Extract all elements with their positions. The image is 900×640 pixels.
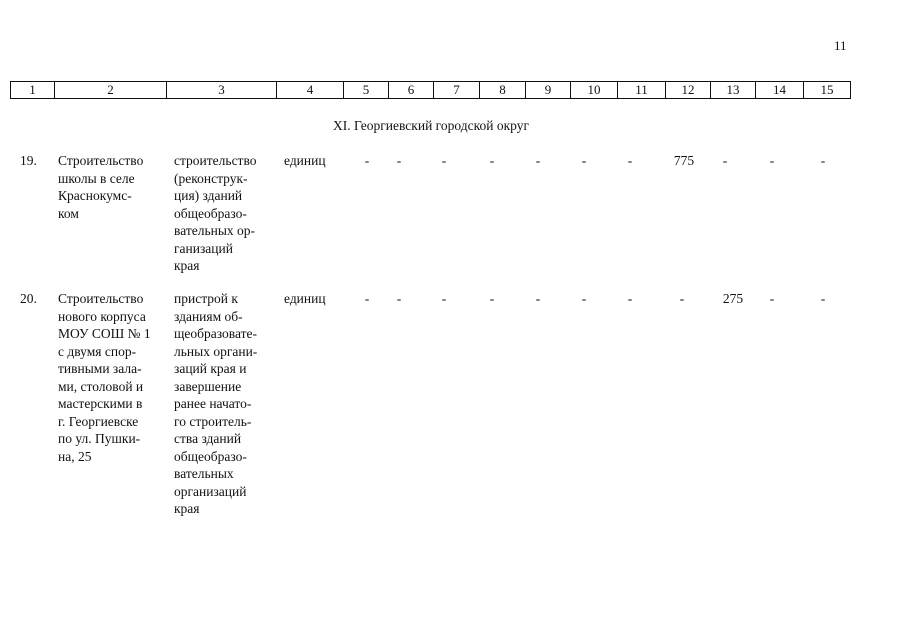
- column-number-10: 10: [571, 82, 618, 99]
- unit-of-measure: единиц: [284, 291, 326, 306]
- value-cell-col12: -: [679, 291, 685, 306]
- row-number: 20.: [20, 291, 37, 306]
- column-number-1: 1: [11, 82, 55, 99]
- column-number-14: 14: [756, 82, 804, 99]
- value-cell-col8: -: [489, 291, 495, 306]
- column-number-5: 5: [344, 82, 389, 99]
- value-cell-col13: 275: [722, 291, 744, 306]
- page-number: 11: [834, 38, 847, 53]
- column-number-8: 8: [480, 82, 526, 99]
- column-number-3: 3: [167, 82, 277, 99]
- value-cell-col5: -: [364, 291, 370, 306]
- column-number-12: 12: [666, 82, 711, 99]
- column-number-2: 2: [55, 82, 167, 99]
- value-cell-col10: -: [581, 153, 587, 168]
- object-name: Строительство нового корпуса МОУ СОШ № 1 с двумя спор- тивными зала- ми, столовой и мастерскими в г. Георгиевске по ул. Пушки- на, 25: [58, 291, 151, 464]
- value-cell-col6: -: [396, 291, 402, 306]
- value-cell-col11: -: [627, 153, 633, 168]
- section-title: XI. Георгиевский городской округ: [332, 118, 529, 133]
- value-cell-col9: -: [535, 153, 541, 168]
- row-number: 19.: [20, 153, 37, 168]
- column-number-15: 15: [804, 82, 851, 99]
- value-cell-col7: -: [441, 291, 447, 306]
- value-cell-col14: -: [769, 291, 775, 306]
- value-cell-col10: -: [581, 291, 587, 306]
- column-number-9: 9: [526, 82, 571, 99]
- value-cell-col13: -: [722, 153, 728, 168]
- value-cell-col6: -: [396, 153, 402, 168]
- value-cell-col12: 775: [673, 153, 695, 168]
- unit-of-measure: единиц: [284, 153, 326, 168]
- column-number-header: [10, 81, 851, 99]
- column-number-6: 6: [389, 82, 434, 99]
- value-cell-col15: -: [820, 153, 826, 168]
- value-cell-col15: -: [820, 291, 826, 306]
- value-cell-col7: -: [441, 153, 447, 168]
- column-number-7: 7: [434, 82, 480, 99]
- direction-description: строительство (реконструк- ция) зданий общеобразо- вательных ор- ганизаций края: [174, 153, 257, 273]
- value-cell-col11: -: [627, 291, 633, 306]
- column-number-4: 4: [277, 82, 344, 99]
- value-cell-col9: -: [535, 291, 541, 306]
- column-number-11: 11: [618, 82, 666, 99]
- value-cell-col8: -: [489, 153, 495, 168]
- column-number-13: 13: [711, 82, 756, 99]
- value-cell-col14: -: [769, 153, 775, 168]
- direction-description: пристрой к зданиям об- щеобразовате- льных органи- заций края и завершение ранее начато- го строитель- ства зданий общеобразо- вательных организаций края: [174, 291, 258, 516]
- value-cell-col5: -: [364, 153, 370, 168]
- object-name: Строительство школы в селе Краснокумс- ком: [58, 153, 144, 221]
